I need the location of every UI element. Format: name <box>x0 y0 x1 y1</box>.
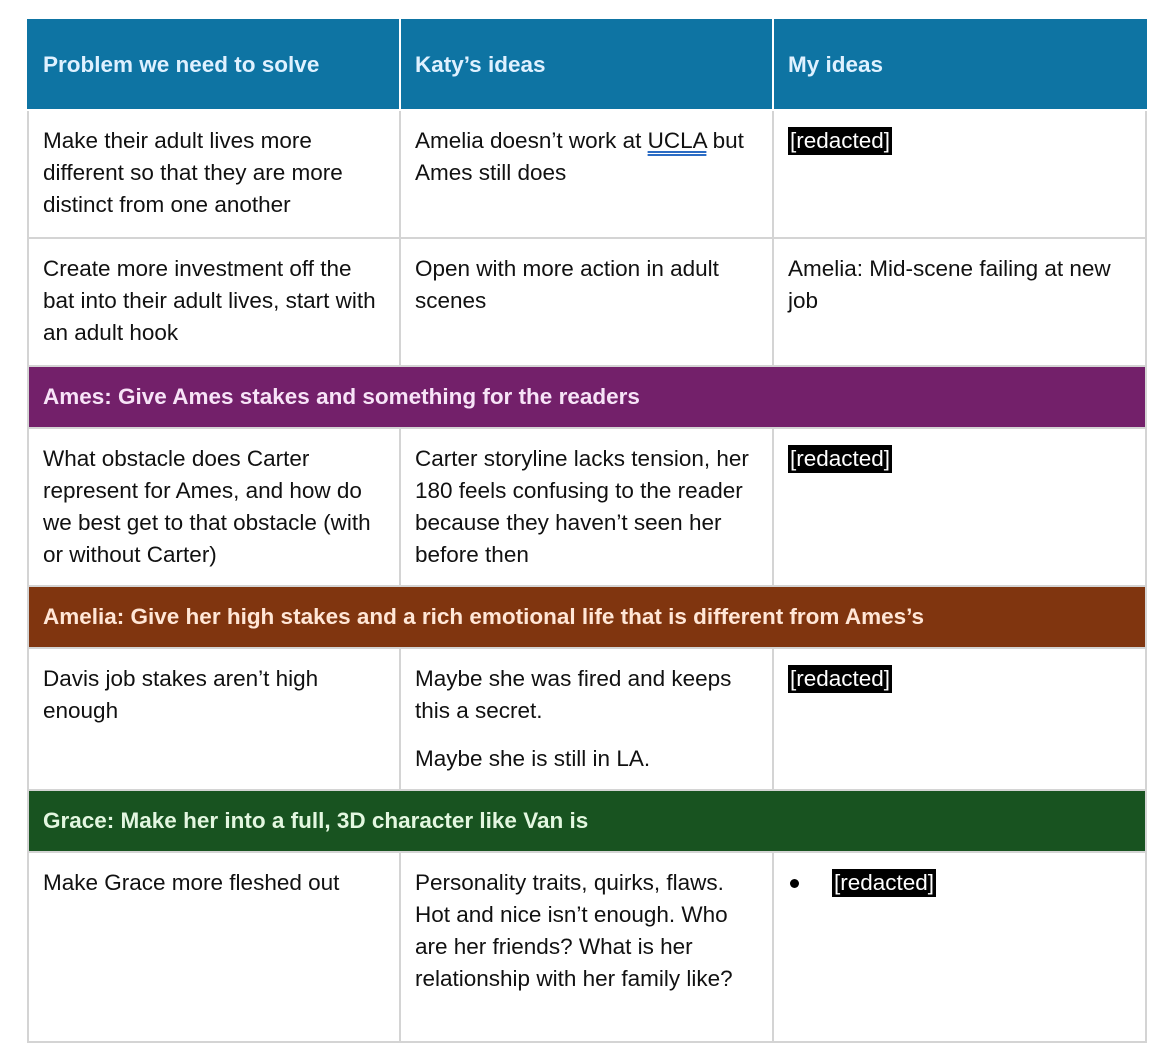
katy-idea-paragraph: Maybe she was fired and keeps this a secret. <box>415 666 732 723</box>
katy-idea-text-end: but Ames still does <box>415 128 744 185</box>
header-my-ideas: My ideas <box>773 20 1146 110</box>
header-katys-ideas: Katy’s ideas <box>400 20 773 110</box>
ucla-link[interactable]: UCLA <box>647 128 707 153</box>
katy-idea-cell[interactable]: Open with more action in adult scenes <box>400 238 773 366</box>
header-row <box>28 20 1146 110</box>
my-idea-cell[interactable] <box>773 852 1146 1042</box>
redacted-block: [redacted] <box>790 666 891 691</box>
problem-cell[interactable]: Davis job stakes aren’t high enough <box>28 648 400 790</box>
list-item <box>788 867 1131 899</box>
problem-cell[interactable]: Create more investment off the bat into their adult lives, start with an adult hook <box>28 238 400 366</box>
bullet-list <box>788 867 1131 899</box>
problem-cell[interactable]: Make Grace more fleshed out <box>28 852 400 1042</box>
table-row <box>28 648 1146 790</box>
my-idea-cell[interactable] <box>773 110 1146 238</box>
redacted-block: [redacted] <box>790 128 891 153</box>
table-row <box>28 852 1146 1042</box>
section-row-ames <box>28 366 1146 428</box>
katy-idea-cell[interactable]: Carter storyline lacks tension, her 180 feels confusing to the reader because they haven’t seen her before then <box>400 428 773 586</box>
table-row <box>28 238 1146 366</box>
my-idea-cell[interactable] <box>773 428 1146 586</box>
section-row-amelia <box>28 586 1146 648</box>
redacted-block: [redacted] <box>790 446 891 471</box>
section-title-ames[interactable]: Ames: Give Ames stakes and something for the readers <box>28 366 1146 428</box>
header-problem: Problem we need to solve <box>28 20 400 110</box>
redacted-block: [redacted] <box>834 870 935 895</box>
section-title-amelia[interactable]: Amelia: Give her high stakes and a rich emotional life that is different from Ames’s <box>28 586 1146 648</box>
my-idea-cell[interactable]: Amelia: Mid-scene failing at new job <box>773 238 1146 366</box>
section-row-grace <box>28 790 1146 852</box>
katy-idea-cell[interactable]: Personality traits, quirks, flaws. Hot and nice isn’t enough. Who are her friends? What is her relationship with her family like? <box>400 852 773 1042</box>
katy-idea-cell[interactable] <box>400 648 773 790</box>
ideas-table <box>27 19 1147 1043</box>
katy-idea-cell[interactable] <box>400 110 773 238</box>
problem-cell[interactable]: Make their adult lives more different so that they are more distinct from one another <box>28 110 400 238</box>
my-idea-cell[interactable] <box>773 648 1146 790</box>
katy-idea-paragraph: Maybe she is still in LA. <box>415 746 651 771</box>
bullet-icon <box>790 879 799 888</box>
section-title-grace[interactable]: Grace: Make her into a full, 3D character like Van is <box>28 790 1146 852</box>
katy-idea-text: Amelia doesn’t work at <box>415 128 648 153</box>
table-row <box>28 428 1146 586</box>
problem-cell[interactable]: What obstacle does Carter represent for Ames, and how do we best get to that obstacle (with or without Carter) <box>28 428 400 586</box>
table-row <box>28 110 1146 238</box>
